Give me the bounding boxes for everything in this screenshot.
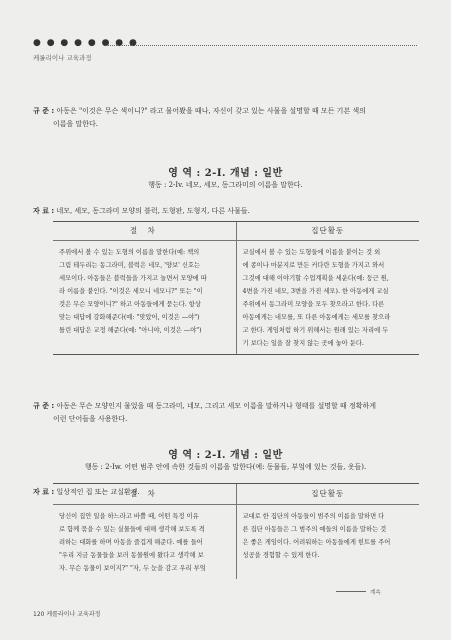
group-activity-line: 4변을 가진 네모, 3변을 가진 세모). 한 아동에게 교실 bbox=[242, 288, 389, 295]
section-2-col2-head: 집단활동 bbox=[236, 484, 420, 504]
group-activity-line: 기 보다는 일을 잘 찾지 않는 곳에 놓아 둔다. bbox=[242, 340, 364, 347]
group-activity-line: 에 종이나 마분지로 만든 커다란 도형을 가지고 와서 bbox=[242, 262, 385, 269]
procedure-line: 주위에서 볼 수 있는 도형의 이름을 말한다(예: 책의 bbox=[59, 249, 200, 256]
group-activity-line: 주위에서 동그라미 모양을 모두 찾으라고 한다. 다른 bbox=[242, 301, 385, 308]
page-footer: 120 케롤라이나 교육과정 bbox=[33, 611, 101, 618]
section-2-materials-text: 일상적인 집 또는 교실환경. bbox=[56, 488, 140, 496]
criterion-2-tag: 규 준 : bbox=[33, 402, 55, 410]
criterion-2 bbox=[33, 400, 423, 426]
section-2-col1-head: 절 차 bbox=[129, 489, 159, 498]
procedure-line: 자. 무슨 동물이 보이지?" "자, 두 눈을 감고 우리 부엌 bbox=[59, 565, 206, 572]
group-activity-line: 고 한다. 게임처럼 하기 위해서는 원래 있는 자리에 두 bbox=[242, 327, 389, 334]
section-2-table-body bbox=[53, 505, 419, 579]
section-1-title: 영 역 : 2-Ⅰ. 개념 : 일반 bbox=[168, 168, 283, 179]
criterion-2-line-1: 아동은 무슨 모양인지 물었을 때 동그라미, 네모, 그리고 세모 이름을 말하거나 형태를 설명할 때 정확하게 bbox=[56, 402, 377, 410]
procedure-line: 그림 테두리는 동그라미, 블럭은 네모, '양보' 신호는 bbox=[59, 262, 201, 269]
criterion-1-line-2: 이름을 말한다. bbox=[53, 120, 99, 128]
procedure-line: 려하는 대화를 하며 아동을 즐겁게 해준다. 예를 들어 bbox=[59, 539, 203, 546]
procedure-line: 세모이다. 아동들은 블럭들을 가지고 놀면서 모양에 따 bbox=[59, 275, 207, 282]
procedure-line: "우리 지금 동물들을 보러 동물원에 왔다고 생각해 보 bbox=[59, 552, 204, 559]
group-activity-line: 은 좋은 게임이다. 어려워하는 아동들에게 힌트를 주어 bbox=[242, 539, 391, 546]
section-1-group-activity-cell bbox=[236, 241, 420, 354]
header-label: 케롤리이나 교육과정 bbox=[33, 54, 92, 62]
section-1-procedure-cell bbox=[53, 241, 236, 354]
section-1-materials-text: 네모, 세모, 동그라미 모양의 블럭, 도형판, 도형지, 다른 사물들. bbox=[56, 207, 250, 215]
criterion-1-line-1: 아동은 "이것은 무슨 색이니?" 라고 물어봤을 때나, 자신이 갖고 있는 사물을 설명할 때 모든 기본 색의 bbox=[56, 107, 366, 115]
group-activity-line: 성공을 경험할 수 있게 한다. bbox=[242, 552, 320, 559]
criterion-1-tag: 규 준 : bbox=[33, 107, 55, 115]
section-1-table bbox=[53, 221, 419, 355]
section-1-table-body bbox=[53, 241, 419, 354]
section-2-table bbox=[53, 483, 419, 579]
procedure-line: 라 이름을 붙인다. "이것은 세모니 네모니?" 또는 "이 bbox=[59, 288, 203, 295]
header-dotted-rule bbox=[105, 45, 417, 46]
header-dots: ● ● ● ● ● ● ● ● bbox=[33, 38, 139, 48]
procedure-line: 것은 무슨 모양이니?" 하고 아동들에게 묻는다. 항상 bbox=[59, 301, 201, 308]
group-activity-line: 교실에서 볼 수 있는 도형들에 이름을 붙이는 것 외 bbox=[242, 249, 381, 256]
criterion-2-line-2: 이런 단어들을 사용한다. bbox=[53, 415, 128, 423]
section-1-materials bbox=[33, 205, 413, 218]
group-activity-line: 교대로 한 집단의 아동들이 범주의 이름을 말하면 다 bbox=[242, 513, 385, 520]
section-2-title: 영 역 : 2-Ⅰ. 개념 : 일반 bbox=[168, 450, 283, 461]
section-2-procedure-cell bbox=[53, 505, 236, 579]
continued-label: 계속 bbox=[370, 590, 381, 596]
section-1-materials-tag: 자 료 : bbox=[33, 207, 55, 215]
group-activity-line: 른 집단 아동들은 그 범주의 예들의 이름을 말하는 것 bbox=[242, 526, 387, 533]
section-2-behavior: 행동 : 2-Ⅰw. 어떤 범주 안에 속한 것들의 이름을 말한다(예: 동물들, 부엌에 있는 것들, 옷들). bbox=[84, 463, 367, 471]
section-2-table-header bbox=[53, 484, 419, 505]
criterion-1 bbox=[33, 105, 413, 131]
group-activity-line: 그것에 대해 이야기할 수업계획을 세운다(예: 둥근 원, bbox=[242, 275, 389, 282]
procedure-line: 당신이 집안 일을 하느라고 바쁠 때, 어떤 특정 이유 bbox=[59, 513, 199, 520]
section-1-col1-head: 절 차 bbox=[129, 226, 159, 235]
section-1-col2-head: 집단활동 bbox=[236, 222, 420, 240]
continued-rule bbox=[336, 591, 366, 592]
procedure-line: 맞는 대답에 강화해준다(예: "맞았어, 이것은 ―야") bbox=[59, 314, 200, 321]
section-2-group-activity-cell bbox=[236, 505, 420, 579]
section-2-materials-tag: 자 료 : bbox=[33, 488, 55, 496]
section-1-table-header bbox=[53, 222, 419, 241]
section-1-behavior: 행동 : 2-Ⅰv. 네모, 세모, 동그라미의 이름을 말한다. bbox=[148, 181, 303, 189]
procedure-line: 틀린 대답은 교정 해준다(예: "아니야, 이것은 ―야") bbox=[59, 327, 202, 334]
group-activity-line: 아동에게는 네모를, 또 다른 아동에게는 세모를 찾으라 bbox=[242, 314, 391, 321]
procedure-line: 로 함께 묶을 수 있는 실물들에 대해 생각해 보도록 격 bbox=[59, 526, 205, 533]
